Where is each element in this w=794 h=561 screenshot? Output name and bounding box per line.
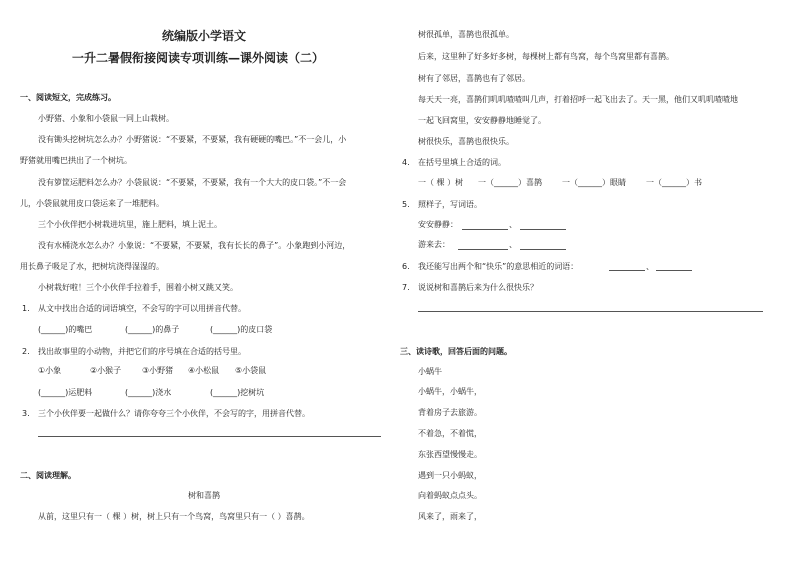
answer-line[interactable]	[418, 311, 763, 312]
question-7-text: 说说树和喜鹊后来为什么很快乐？	[418, 283, 538, 292]
q1-blank-item[interactable]: (______)的嘴巴	[38, 325, 93, 334]
question-number: 5.	[402, 200, 410, 209]
question-number: 1.	[22, 304, 30, 313]
section-1-heading: 一、阅读短文，完成练习。	[20, 93, 116, 102]
question-number: 4.	[402, 158, 410, 167]
question-6-text: 我还能写出两个和“快乐”的意思相近的词语：	[418, 262, 579, 271]
q5-row-label: 游来去：	[418, 240, 450, 249]
question-1-text: 从文中找出合适的词语填空，不会写的字可以用拼音代替。	[38, 304, 246, 313]
poem-line: 向着蚂蚁点点头。	[418, 491, 482, 500]
separator-comma: 、	[646, 262, 654, 271]
passage-line: 后来，这里种了好多好多树，每棵树上都有鸟窝，每个鸟窝里都有喜鹊。	[418, 52, 674, 61]
q2-blank-item[interactable]: (______)挖树坑	[210, 388, 265, 397]
q2-option: ④小松鼠	[188, 366, 220, 375]
title-line-2: 一升二暑假衔接阅读专项训练—课外阅读（二）	[72, 51, 325, 65]
separator-comma: 、	[509, 240, 517, 249]
q1-blank-item[interactable]: (______)的鼻子	[125, 325, 180, 334]
q5-row-label: 安安静静：	[418, 220, 458, 229]
answer-line[interactable]	[462, 229, 508, 230]
poem-line: 背着房子去旅游。	[418, 408, 482, 417]
passage-line: 树很孤单，喜鹊也很孤单。	[418, 30, 514, 39]
story-line: 小树栽好啦！三个小伙伴手拉着手，围着小树又跳又笑。	[38, 283, 238, 292]
answer-line[interactable]	[520, 229, 566, 230]
q2-option: ②小猴子	[90, 366, 122, 375]
passage-line: 从前，这里只有一（ 棵 ）树，树上只有一个鸟窝，鸟窝里只有一（ ）喜鹊。	[38, 512, 310, 521]
q2-option: ③小野猪	[142, 366, 174, 375]
passage-line: 每天天一亮，喜鹊们叽叽喳喳叫几声，打着招呼一起飞出去了。天一黑，他们又叽叽喳喳地	[418, 95, 738, 104]
poem-line: 不着急，不着慌，	[418, 429, 482, 438]
poem-line: 东张西望慢慢走。	[418, 450, 482, 459]
poem-line: 风来了，雨来了，	[418, 512, 482, 521]
q4-blank-item[interactable]: 一（ 棵 ）树	[418, 178, 464, 187]
question-number: 2.	[22, 347, 30, 356]
q2-blank-item[interactable]: (______)运肥料	[38, 388, 93, 397]
q4-blank-item[interactable]: 一（______）书	[646, 178, 702, 187]
question-5-text: 照样子，写词语。	[418, 200, 482, 209]
q1-blank-item[interactable]: (______)的皮口袋	[210, 325, 273, 334]
story-line: 没有锄头挖树坑怎么办？小野猪说：“不要紧，不要紧，我有硬硬的嘴巴。”不一会儿，小	[38, 135, 347, 144]
answer-line[interactable]	[656, 270, 692, 271]
poem-line: 遇到一只小蚂蚁，	[418, 471, 482, 480]
question-number: 3.	[22, 409, 30, 418]
q2-option: ⑤小袋鼠	[235, 366, 267, 375]
passage-title: 树和喜鹊	[188, 491, 220, 500]
question-2-text: 找出故事里的小动物，并把它们的序号填在合适的括号里。	[38, 347, 246, 356]
story-line: 儿，小袋鼠就用皮口袋运来了一堆肥料。	[20, 199, 164, 208]
section-3-heading: 三、读诗歌，回答后面的问题。	[400, 347, 512, 356]
poem-title: 小蜗牛	[418, 367, 442, 376]
question-3-text: 三个小伙伴要一起做什么？请你夸夸三个小伙伴，不会写的字，用拼音代替。	[38, 409, 310, 418]
answer-line[interactable]	[520, 249, 566, 250]
passage-line: 一起飞回窝里，安安静静地睡觉了。	[418, 116, 546, 125]
q2-blank-item[interactable]: (______)浇水	[125, 388, 172, 397]
story-line: 没有水桶浇水怎么办？小象说：“不要紧，不要紧，我有长长的鼻子”。小象跑到小河边，	[38, 241, 351, 250]
answer-line[interactable]	[609, 270, 645, 271]
question-number: 6.	[402, 262, 410, 271]
story-line: 野猪就用嘴巴拱出了一个树坑。	[20, 156, 132, 165]
question-number: 7.	[402, 283, 410, 292]
q4-blank-item[interactable]: 一（______）眼睛	[562, 178, 626, 187]
separator-comma: 、	[509, 220, 517, 229]
story-line: 三个小伙伴把小树栽进坑里，施上肥料，填上泥土。	[38, 220, 222, 229]
passage-line: 树很快乐，喜鹊也很快乐。	[418, 137, 514, 146]
q2-option: ①小象	[38, 366, 62, 375]
answer-line[interactable]	[38, 436, 381, 437]
section-2-heading: 二、阅读理解。	[20, 471, 76, 480]
story-line: 小野猪、小象和小袋鼠一同上山栽树。	[38, 114, 174, 123]
story-line: 没有箩筐运肥料怎么办？小袋鼠说：“不要紧，不要紧，我有一个大大的皮口袋。”不一会	[38, 178, 347, 187]
question-4-text: 在括号里填上合适的词。	[418, 158, 506, 167]
poem-line: 小蜗牛，小蜗牛，	[418, 387, 482, 396]
story-line: 用长鼻子吸足了水，把树坑浇得湿湿的。	[20, 262, 164, 271]
passage-line: 树有了邻居，喜鹊也有了邻居。	[418, 74, 530, 83]
answer-line[interactable]	[458, 249, 508, 250]
title-line-1: 统编版小学语文	[162, 29, 247, 43]
q4-blank-item[interactable]: 一（______）喜鹊	[478, 178, 542, 187]
